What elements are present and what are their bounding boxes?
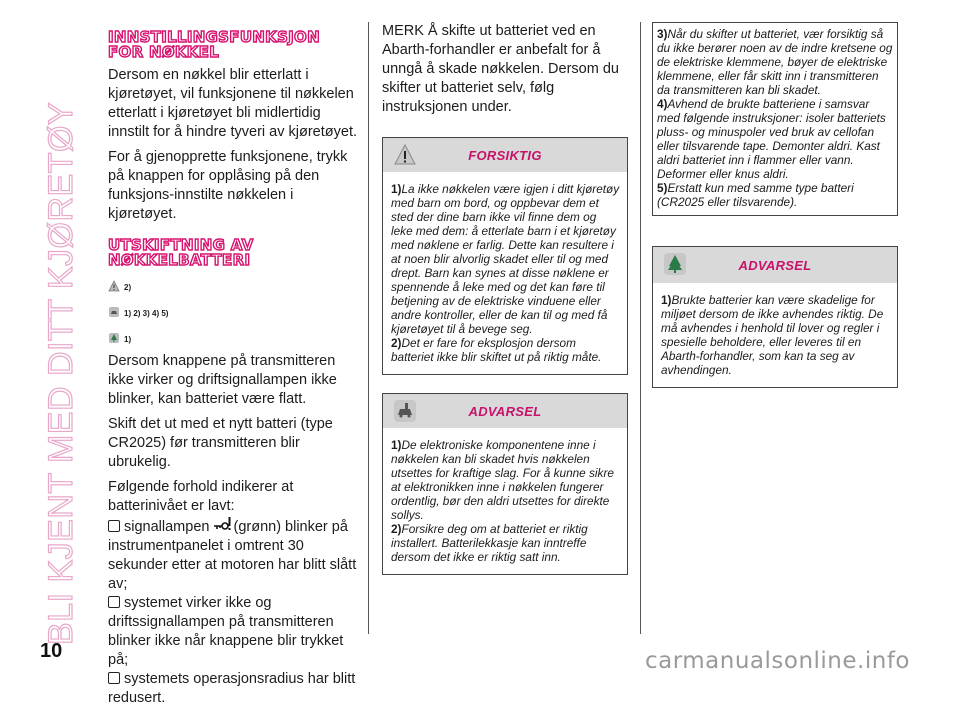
paragraph: Skift det ut med et nytt batteri (type CR2025) før transmitteren blir ubrukelig. xyxy=(108,416,333,470)
heading-battery-replacement: UTSKIFTNING AV NØKKELBATTERI xyxy=(108,236,254,269)
reference-row xyxy=(108,300,358,318)
column-divider xyxy=(640,22,641,634)
item-number: 1) xyxy=(391,182,402,196)
bullet-text: signallampen xyxy=(124,519,210,535)
caution-box-continued xyxy=(652,22,898,216)
warning-item xyxy=(661,293,891,377)
reference-marks: 2) xyxy=(124,283,132,292)
item-number: 3) xyxy=(657,27,668,41)
item-number: 1) xyxy=(661,293,672,307)
environment-warning-box xyxy=(652,246,898,388)
item-text: La ikke nøkkelen være igjen i ditt kjøretøy med barn om bord, og oppbevar dem et sted der dine barn ikke vil finne dem og leke med dem: å etterlate barn i et kjøretøy med nøklene er farlig. Dette kan resultere i at noen blir alvorlig skadet eller til og med drept. Barn kan synes at disse nøklene er spennende å leke med og det kan føre til betjening av de elektriske vinduene eller andre kontroller, eller de kan til og med få kjøretøyet til å bevege seg. xyxy=(391,182,620,336)
warning-box-header xyxy=(383,394,627,428)
bullet-text: systemets operasjonsradius har blitt redusert. xyxy=(108,671,356,706)
caution-title: FORSIKTIG xyxy=(468,147,542,163)
item-number: 2) xyxy=(391,522,402,536)
item-number: 4) xyxy=(657,97,668,111)
bullet-text: (grønn) blinker på instrumentpanelet i omtrent 30 sekunder etter at motoren har blitt slått av; xyxy=(108,519,357,592)
item-number: 2) xyxy=(391,336,402,350)
warning-box-body xyxy=(383,428,627,574)
page-number: 10 xyxy=(40,640,63,662)
item-number: 1) xyxy=(391,438,402,452)
item-text: De elektroniske komponentene inne i nøkkelen kan bli skadet hvis nøkkelen utsettes for kraftige slag. For å kunne sikre at elektronikken inne i nøkkelen fungerer ordentlig, bør den aldri utsettes for direkte sollys. xyxy=(391,438,614,522)
reference-marks: 1) 2) 3) 4) 5) xyxy=(124,309,169,318)
bullet-icon xyxy=(108,672,120,684)
column-divider xyxy=(368,22,369,634)
warning-box-body xyxy=(653,283,897,387)
bullet-icon xyxy=(108,596,120,608)
warning-box-header xyxy=(653,247,897,283)
bullet-text: systemet virker ikke og driftssignallampen på transmitteren blinker ikke når knappene blir trykket på; xyxy=(108,595,344,668)
reference-marks: 1) xyxy=(124,335,132,344)
column-2 xyxy=(382,22,628,585)
warning-triangle-icon xyxy=(108,280,120,292)
item-text: Det er fare for eksplosjon dersom batteriet ikke blir skiftet ut på riktig måte. xyxy=(391,336,602,364)
paragraph: MERK Å skifte ut batteriet ved en Abarth-forhandler er anbefalt for å unngå å skade nøkkelen. Dersom du skifter ut batteriet selv, følg instruksjonen under. xyxy=(382,23,619,115)
warning-item xyxy=(391,522,621,564)
bullet-item xyxy=(108,594,358,670)
car-hand-icon xyxy=(393,399,417,423)
side-title-text: BLI KJENT MED DITT KJØRETØY xyxy=(42,101,80,645)
reference-row xyxy=(108,274,358,292)
item-text: Erstatt kun med samme type batteri (CR2025 eller tilsvarende). xyxy=(657,181,854,209)
item-text: Brukte batterier kan være skadelige for miljøet dersom de ikke avhendes riktig. De må avhendes i henhold til lover og regler i spesielle beholdere, eller leveres til en Abarth-forhandler, som kan ta seg av avhendingen. xyxy=(661,293,884,377)
warning-box xyxy=(382,393,628,575)
heading-key-inhibit: INNSTILLINGSFUNKSJON FOR NØKKEL xyxy=(108,28,320,61)
caution-item xyxy=(657,181,893,209)
tree-icon xyxy=(108,332,120,344)
caution-item xyxy=(657,97,893,181)
paragraph: Dersom knappene på transmitteren ikke virker og driftsignallampen ikke blinker, kan batteriet være flatt. xyxy=(108,353,337,407)
warning-item xyxy=(391,438,621,522)
column-1 xyxy=(108,22,358,714)
warning-title: ADVARSEL xyxy=(738,257,812,273)
caution-box-body xyxy=(383,172,627,374)
bullet-item xyxy=(108,516,358,594)
side-chapter-title xyxy=(2,20,82,660)
bullet-icon xyxy=(108,520,120,532)
paragraph: Følgende forhold indikerer at batterinivået er lavt: xyxy=(108,479,294,514)
column-3 xyxy=(652,22,898,398)
reference-row xyxy=(108,326,358,344)
item-text: Avhend de brukte batteriene i samsvar med følgende instruksjoner: isoler batteriets pluss- og minuspoler ved bruk av cellofan eller tilsvarende tape. Demonter aldri. Kast aldri batteriet inn i flammer eller vann. Deformer eller knus aldri. xyxy=(657,97,886,181)
item-text: Forsikre deg om at batteriet er riktig installert. Batterilekkasje kan inntreffe dersom det ikke er riktig satt inn. xyxy=(391,522,588,564)
tree-icon xyxy=(663,252,687,276)
warning-triangle-icon xyxy=(393,143,417,167)
watermark: carmanualsonline.info xyxy=(644,648,910,674)
caution-box xyxy=(382,137,628,375)
caution-item xyxy=(657,27,893,97)
key-warning-lamp-icon xyxy=(213,516,233,532)
caution-item xyxy=(391,336,621,364)
item-number: 5) xyxy=(657,181,668,195)
paragraph: Dersom en nøkkel blir etterlatt i kjøretøyet, vil funksjonene til nøkkelen etterlatt i kjøretøyet bli midlertidig innstilt for å hindre tyveri av kjøretøyet. xyxy=(108,67,357,140)
paragraph: For å gjenopprette funksjonene, trykk på knappen for opplåsing på den funksjons-innstilte nøkkelen i kjøretøyet. xyxy=(108,149,348,222)
warning-title: ADVARSEL xyxy=(468,403,542,419)
item-text: Når du skifter ut batteriet, vær forsiktig så du ikke berører noen av de indre kretsene og de elektriske klemmene, bøyer de elektriske klemmene, eller får skitt inn i transmitteren da transmitteren kan bli skadet. xyxy=(657,27,893,97)
car-hand-icon xyxy=(108,306,120,318)
caution-item xyxy=(391,182,621,336)
caution-box-header xyxy=(383,138,627,172)
bullet-item xyxy=(108,670,358,708)
